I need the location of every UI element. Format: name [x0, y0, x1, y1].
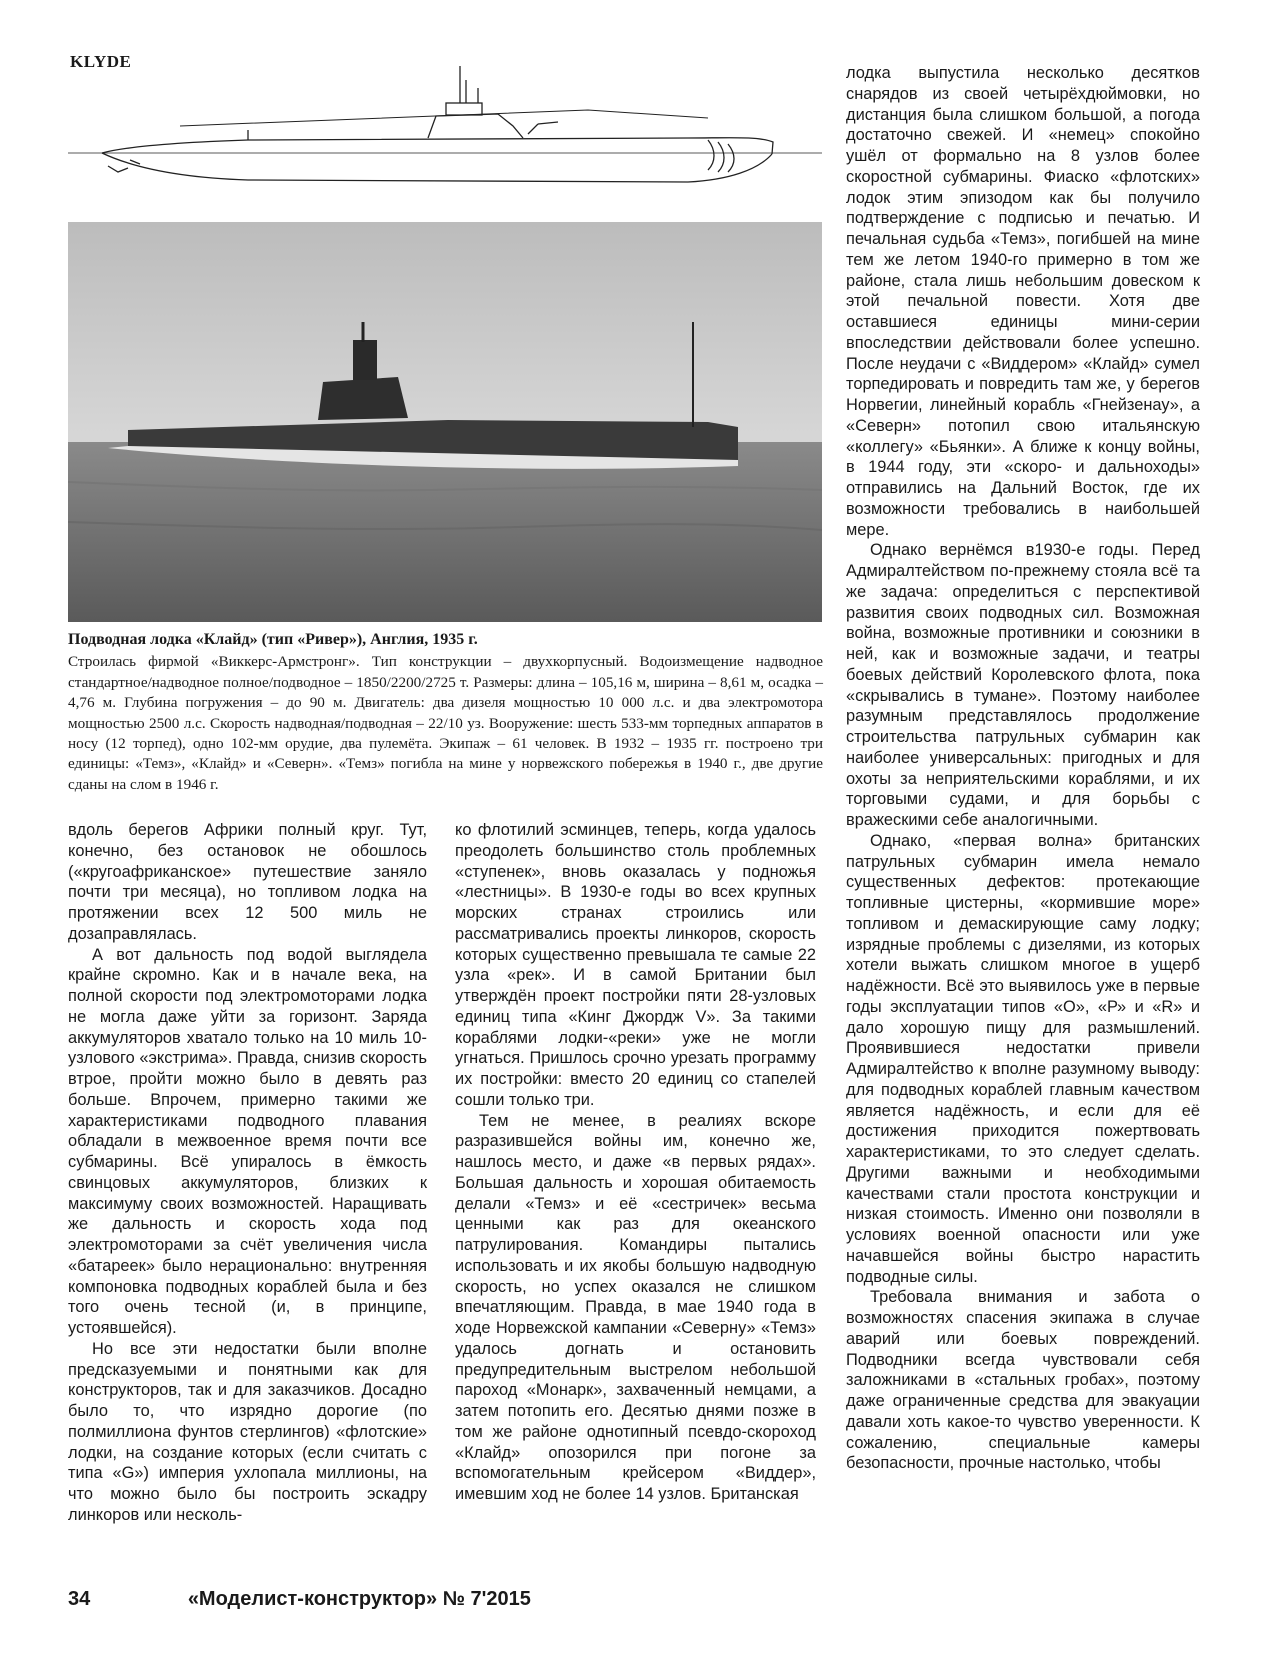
journal-title: «Моделист-конструктор» № 7'2015 — [187, 1588, 531, 1610]
paragraph: Тем не менее, в реалиях вскоре разразившейся войны им, конечно же, нашлось место, и даже «в первых рядах». Большая дальность и хорошая обитаемость делали «Темз» и её «сестричек» весьма ценными как раз для океанского патрулирования. Командиры пытались использовать и их якобы большую надводную скорость, но успех оказался не слишком впечатляющим. Правда, в мае 1940 года в ходе Норвежской кампании «Северну» «Темз» удалось догнать и остановить предупредительным выстрелом небольшой пароход «Монарк», захваченный немцами, а затем потопить его. Десятью днями позже в том же районе однотипный псевдо-скороход «Клайд» опозорился при погоне за вспомогательным крейсером «Виддер», имевшим ход не более 14 узлов. Британская — [455, 1111, 816, 1503]
submarine-side-drawing — [68, 58, 822, 208]
paragraph: Требовала внимания и забота о возможностях спасения экипажа в случае аварий или боевых повреждений. Подводники всегда чувствовали себя заложниками в «стальных гробах», поэтому даже ограниченные средства для эвакуации давали хоть какое-то чувство уверенности. К сожалению, специальные камеры безопасности, прочные настолько, чтобы — [846, 1288, 1200, 1473]
page-number: 34 — [68, 1588, 91, 1610]
caption-text: Строилась фирмой «Виккерс-Армстронг». Тип конструкции – двухкорпусный. Водоизмещение надводное стандартное/надводное полное/подводное – 1850/2200/2725 т. Размеры: длина – 105,16 м, ширина – 8,61 м, осадка – 4,76 м. Глубина погружения – до 90 м. Двигатель: два дизеля мощностью 10 000 л.с. и два электромотора мощностью 2500 л.с. Скорость надводная/подводная – 22/10 уз. Вооружение: шесть 533-мм торпедных аппаратов в носу (12 торпед), одно 102-мм орудие, два пулемёта. Экипаж – 61 человек. В 1932 – 1935 гг. построено три единицы: «Темз», «Клайд» и «Северн». «Темз» погибла на мине у норвежского побережья в 1940 г., две другие сданы на слом в 1946 г. — [68, 653, 823, 793]
caption-title: Подводная лодка «Клайд» (тип «Ривер»), Англия, 1935 г. — [68, 631, 478, 648]
paragraph: вдоль берегов Африки полный круг. Тут, конечно, без остановок не обошлось («кругоафриканское» путешествие заняло почти три месяца), но топливом лодка на протяжении всех 12 500 миль не дозаправлялась. — [68, 821, 427, 943]
photo-caption — [68, 630, 823, 795]
page-footer — [68, 1588, 531, 1611]
drawing-label: KLYDE — [70, 52, 132, 71]
text-column-left — [68, 820, 427, 1526]
submarine-photo — [68, 222, 822, 622]
text-column-right — [846, 63, 1200, 1474]
paragraph: Но все эти недостатки были вполне предсказуемыми и понятными как для конструкторов, так и для заказчиков. Досадно было то, что изрядно дорогие (по полмиллиона фунтов стерлингов) «флотские» лодки, на создание которых (если считать с типа «G») империя ухлопала миллионы, на что можно было бы построить эскадру линкоров или несколь- — [68, 1339, 427, 1524]
paragraph: А вот дальность под водой выглядела крайне скромно. Как и в начале века, на полной скорости под электромоторами лодка не могла даже уйти за горизонт. Заряда аккумуляторов хватало только на 10 миль 10-узлового «экстрима». Правда, снизив скорость втрое, пройти можно было в девять раз больше. Впрочем, примерно такими же характеристиками подводного плавания обладали в межвоенное время почти все субмарины. Всё упиралось в ёмкость свинцовых аккумуляторов, близких к максимуму своих возможностей. Наращивать же дальность и скорость хода под электромоторами за счёт увеличения числа «батареек» было нерационально: внутренняя компоновка подводных кораблей была и без того очень тесной (и, в принципе, устоявшейся). — [68, 945, 427, 1337]
paragraph: Однако, «первая волна» британских патрульных субмарин имела немало существенных дефектов: протекающие топливные цистерны, «кормившие море» топливом и демаскирующие саму лодку; изрядные проблемы с дизелями, из которых хотели выжать слишком многое в ущерб надёжности. Всё это выявилось уже в первые годы эксплуатации типов «О», «Р» и «R» и дало хорошую пищу для размышлений. Проявившиеся недостатки привели Адмиралтейство к вполне разумному выводу: для подводных кораблей главным качеством является надёжность, и если для её достижения приходится пожертвовать характеристиками, то это следует сделать. Другими важными и необходимыми качествами стали простота конструкции и низкая стоимость. Именно они позволяли в условиях военной опасности или уже начавшейся войны быстро нарастить подводные силы. — [846, 831, 1200, 1286]
text-column-middle — [455, 820, 816, 1505]
paragraph: ко флотилий эсминцев, теперь, когда удалось преодолеть большинство столь проблемных «ступенек», вновь оказалась у подножья «лестницы». В 1930-е годы во всех крупных морских странах строились или рассматривались проекты линкоров, скорость которых существенно превышала те самые 22 узла «рек». И в самой Британии был утверждён проект постройки пяти 28-узловых единиц типа «Кинг Джордж V». За такими кораблями лодки-«реки» уже не могли угнаться. Пришлось срочно урезать программу их постройки: вместо 20 единиц со стапелей сошли только три. — [455, 821, 816, 1109]
paragraph: Однако вернёмся в1930-е годы. Перед Адмиралтейством по-прежнему стояла всё та же задача: определиться с перспективой развития своих подводных сил. Возможная война, возможные противники и союзники в ней, как и возможные задачи, и театры боевых действий Королевского флота, пока «скрывались в тумане». Поэтому наиболее разумным представлялось продолжение строительства патрульных субмарин как наиболее универсальных: пригодных и для охоты за неприятельскими кораблями, и их торговыми судами, и для борьбы с вражескими себе аналогичными. — [846, 541, 1200, 829]
paragraph: лодка выпустила несколько десятков снарядов из своей четырёхдюймовки, но дистанция была слишком большой, а погода достаточно свежей. И «немец» спокойно ушёл от формально на 8 узлов более скоростной субмарины. Фиаско «флотских» лодок этим эпизодом как бы получило подтверждение с подписью и печатью. И печальная судьба «Темз», погибшей на мине тем же летом 1940-го примерно в том же районе, стала лишь небольшим довеском к этой печальной повести. Хотя две оставшиеся единицы мини-серии впоследствии действовали более успешно. После неудачи с «Виддером» «Клайд» сумел торпедировать и повредить там же, у берегов Норвегии, линейный корабль «Гнейзенау», а «Северн» потопил свою итальянскую «коллегу» «Бьянки». А ближе к концу войны, в 1944 году, эти «скоро- и дальноходы» отправились на Дальний Восток, где их возможности требовались в наибольшей мере. — [846, 64, 1200, 539]
